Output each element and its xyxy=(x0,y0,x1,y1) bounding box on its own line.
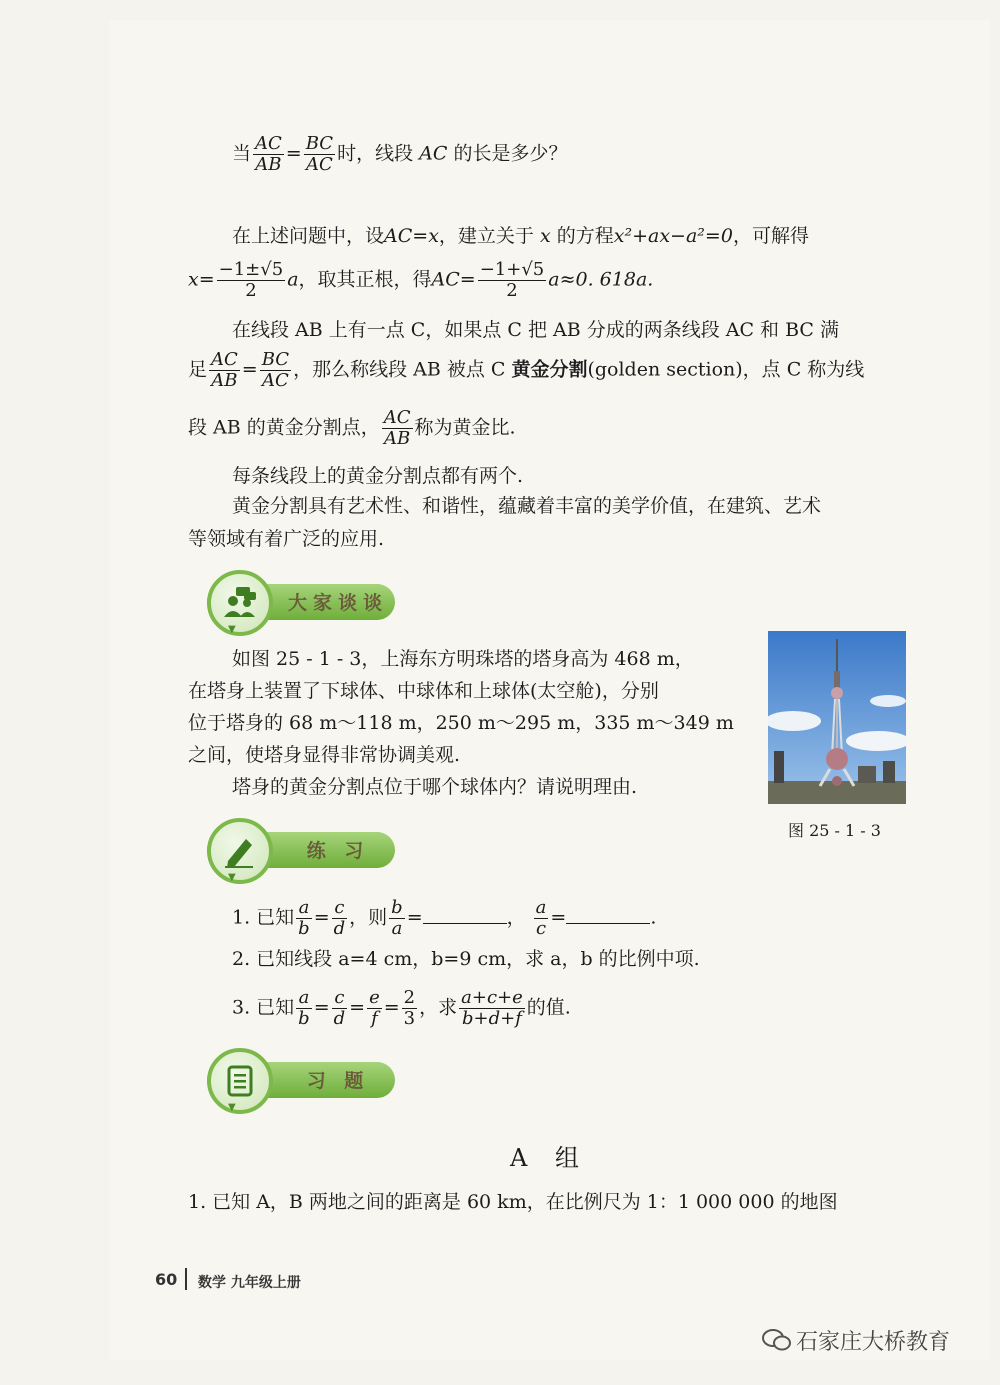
answer-blank-1[interactable] xyxy=(423,907,507,924)
para1-line1: 在上述问题中，设AC=x，建立关于 x 的方程x²+ax−a²=0，可解得 xyxy=(232,225,809,247)
oriental-pearl-tower-photo xyxy=(768,631,906,804)
fraction-ac-ab-3: $\frac{AC}{AB}$ xyxy=(383,407,411,449)
discussion-line1: 如图 25 - 1 - 3，上海东方明珠塔的塔身高为 468 m， xyxy=(232,648,694,670)
chevron-down-icon: ▼ xyxy=(228,1102,236,1113)
discussion-line3: 位于塔身的 68 m～118 m，250 m～295 m，335 m～349 m xyxy=(188,712,734,734)
watermark-text: 石家庄大桥教育 xyxy=(796,1330,951,1355)
discussion-line5: 塔身的黄金分割点位于哪个球体内？请说明理由. xyxy=(232,776,638,798)
pencil-icon xyxy=(207,818,273,884)
fraction-ac-ab: $\frac{AC}{AB}$ xyxy=(255,133,282,175)
chevron-down-icon: ▼ xyxy=(228,624,236,635)
practice-label: 练 习 xyxy=(306,840,370,862)
para4-line1: 黄金分割具有艺术性、和谐性，蕴藏着丰富的美学价值，在建筑、艺术 xyxy=(232,495,822,517)
exercise-q1: 1. 已知 A，B 两地之间的距离是 60 km，在比例尺为 1：1 000 000 的地图 xyxy=(188,1191,838,1213)
para4-line2: 等领域有着广泛的应用. xyxy=(188,528,385,550)
fraction-bc-ac: $\frac{BC}{AC}$ xyxy=(305,133,334,175)
para1-line2: x= $\frac{-1\pm√5}{2}$ a，取其正根，得AC= $\frac{-1+√5}{2}$ a≈0. 618a. xyxy=(188,259,654,301)
golden-section-term: 黄金分割 xyxy=(511,358,588,381)
discussion-line2: 在塔身上装置了下球体、中球体和上球体(太空舱)，分别 xyxy=(188,680,659,702)
intro-question: 当 $\frac{AC}{AB}$ = $\frac{BC}{AC}$ 时，线段 AC 的长是多少？ xyxy=(232,133,568,175)
wechat-icon xyxy=(762,1329,792,1351)
chevron-down-icon: ▼ xyxy=(228,872,236,883)
para2-line1: 在线段 AB 上有一点 C，如果点 C 把 AB 分成的两条线段 AC 和 BC 满 xyxy=(232,319,839,341)
para2-line2: 足 $\frac{AC}{AB}$ = $\frac{BC}{AC}$ ，那么称线段 AB 被点 C 黄金分割(golden section)，点 C 称为线 xyxy=(188,349,865,391)
page-number: 60 xyxy=(155,1270,178,1289)
fraction-root2: $\frac{-1+√5}{2}$ xyxy=(479,259,545,301)
notebook-icon xyxy=(207,1048,273,1114)
exercise-banner xyxy=(187,1048,395,1113)
fraction-root1: $\frac{-1\pm√5}{2}$ xyxy=(218,259,284,301)
para3: 每条线段上的黄金分割点都有两个. xyxy=(232,465,524,487)
footer-divider xyxy=(185,1268,187,1290)
discussion-line4: 之间，使塔身显得非常协调美观. xyxy=(188,744,461,766)
exercise-label: 习 题 xyxy=(306,1070,370,1092)
answer-blank-2[interactable] xyxy=(566,907,650,924)
para2-line3: 段 AB 的黄金分割点， $\frac{AC}{AB}$ 称为黄金比. xyxy=(188,407,516,449)
discuss-banner xyxy=(187,570,395,635)
people-chat-icon xyxy=(207,570,273,636)
group-title: A 组 xyxy=(510,1144,589,1172)
practice-q1: 1. 已知 $\frac{a}{b}$ = $\frac{c}{d}$ ，则 $\frac{b}{a}$ = ， $\frac{a}{c}$ = . xyxy=(232,897,657,939)
fraction-bc-ac-2: $\frac{BC}{AC}$ xyxy=(261,349,290,391)
figure-caption: 图 25 - 1 - 3 xyxy=(788,821,881,840)
practice-q2: 2. 已知线段 a=4 cm，b=9 cm，求 a，b 的比例中项. xyxy=(232,948,700,970)
practice-q3: 3. 已知 $\frac{a}{b}$ = $\frac{c}{d}$ = $\frac{e}{f}$ = $\frac{2}{3}$ ，求 $\frac{a+c+e}{b+d+f}$ 的值. xyxy=(232,987,571,1029)
fraction-ac-ab-2: $\frac{AC}{AB}$ xyxy=(211,349,238,391)
book-title: 数学 九年级上册 xyxy=(198,1275,301,1291)
practice-banner xyxy=(187,818,395,883)
discuss-label: 大家谈谈 xyxy=(287,592,388,614)
